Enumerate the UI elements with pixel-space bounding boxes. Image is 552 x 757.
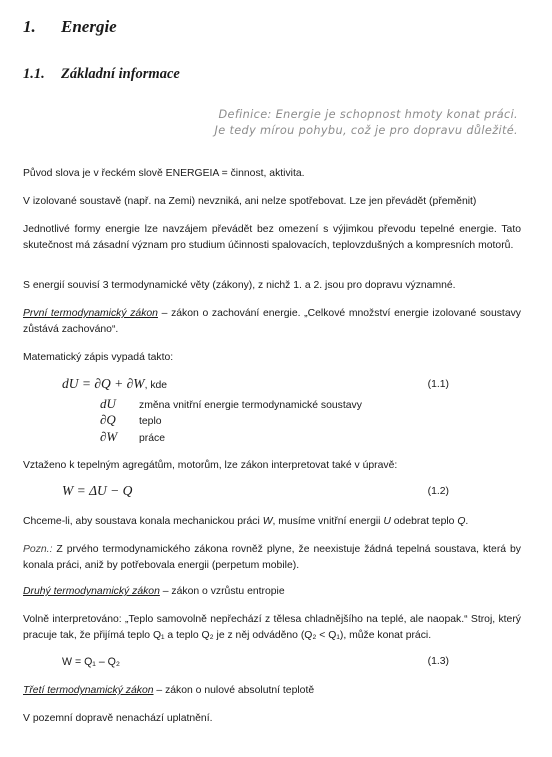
paragraph-first-law [23,306,521,338]
second-law-text: – zákon o vzrůstu entropie [159,586,285,597]
chapter-heading [23,17,117,37]
definition-line-1: Definice: Energie je schopnost hmoty konat práci. [218,108,518,121]
note-label: Pozn.: [23,544,53,555]
legend-row [100,411,162,429]
legend-symbol: ∂Q [100,412,116,427]
paragraph-third-law [23,683,521,699]
legend-symbol: dU [100,396,116,411]
first-law-text: – zákon o zachování energie. „Celkové množství energie izolované soustavy zůstává zachováno“. [23,308,521,335]
work-symbol-q: Q [457,516,466,527]
legend-desc: změna vnitřní energie termodynamické soustavy [139,400,362,411]
legend-symbol: ∂W [100,429,118,444]
chapter-title: Energie [61,17,117,36]
third-law-text: – zákon o nulové absolutní teplotě [153,685,315,696]
chapter-number: 1. [23,17,36,36]
paragraph-interpret: Vztaženo k tepelným agregátům, motorům, lze zákon interpretovat také v úpravě: [23,460,398,471]
work-symbol-u: U [383,516,391,527]
equation-1-number: (1.1) [427,379,449,390]
equation-1 [62,375,167,393]
equation-1-suffix: , kde [144,380,168,391]
second-law-title: Druhý termodynamický zákon [23,586,160,597]
work-text: . [465,516,469,527]
paragraph-second-free: Volně interpretováno: „Teplo samovolně nepřechází z tělesa chladnějšího na teplé, ale naopak.“ Stroj, který pracuje tak, že přijímá teplo Q₁ a teplo Q₂ je z něj odváděno (Q₂ < Q₁), může konat práci. [23,614,521,641]
third-law-title: Třetí termodynamický zákon [23,685,154,696]
work-symbol-w: W [262,516,273,527]
equation-2-formula: W = ΔU − Q [62,483,133,498]
legend-row [100,428,165,446]
paragraph-forms: Jednotlivé formy energie lze navzájem převádět bez omezení s výjimkou převodu tepelné energie. Tato skutečnost má zásadní význam pro studium účinnosti spalovacích, teplovzdušných a kompresních motorů. [23,224,521,251]
paragraph-origin: Původ slova je v řeckém slově ENERGEIA = činnost, aktivita. [23,168,305,179]
equation-3-number: (1.3) [427,656,449,667]
paragraph-laws: S energií souvisí 3 termodynamické věty (zákony), z nichž 1. a 2. jsou pro dopravu významné. [23,280,456,291]
legend-desc: teplo [139,416,162,427]
work-text: Chceme-li, aby soustava konala mechanickou práci [23,516,263,527]
equation-3-formula: W = Q₁ – Q₂ [62,656,121,668]
work-text: , musíme vnitřní energii [272,516,384,527]
paragraph-isolated: V izolované soustavě (např. na Zemi) nevzniká, ani nelze spotřebovat. Lze jen převádět (přeměnit) [23,196,477,207]
equation-2-number: (1.2) [427,486,449,497]
paragraph-note [23,542,521,574]
paragraph-third-use: V pozemní dopravě nenachází uplatnění. [23,713,213,724]
paragraph-second-law [23,584,521,600]
legend-desc: práce [139,433,165,444]
work-text: odebrat teplo [390,516,458,527]
section-title: Základní informace [61,66,180,82]
paragraph-work [23,514,521,530]
equation-1-formula: dU = ∂Q + ∂W [62,376,145,391]
definition-line-2: Je tedy mírou pohybu, což je pro dopravu důležité. [214,124,518,137]
note-text: Z prvého termodynamického zákona rovněž plyne, že neexistuje žádná tepelná soustava, která by konala práci, aniž by potřebovala energii (perpetum mobile). [23,544,521,571]
section-number: 1.1. [23,66,45,82]
paragraph-math-intro: Matematický zápis vypadá takto: [23,352,174,363]
first-law-title: První termodynamický zákon [23,308,158,319]
section-heading [23,66,180,83]
